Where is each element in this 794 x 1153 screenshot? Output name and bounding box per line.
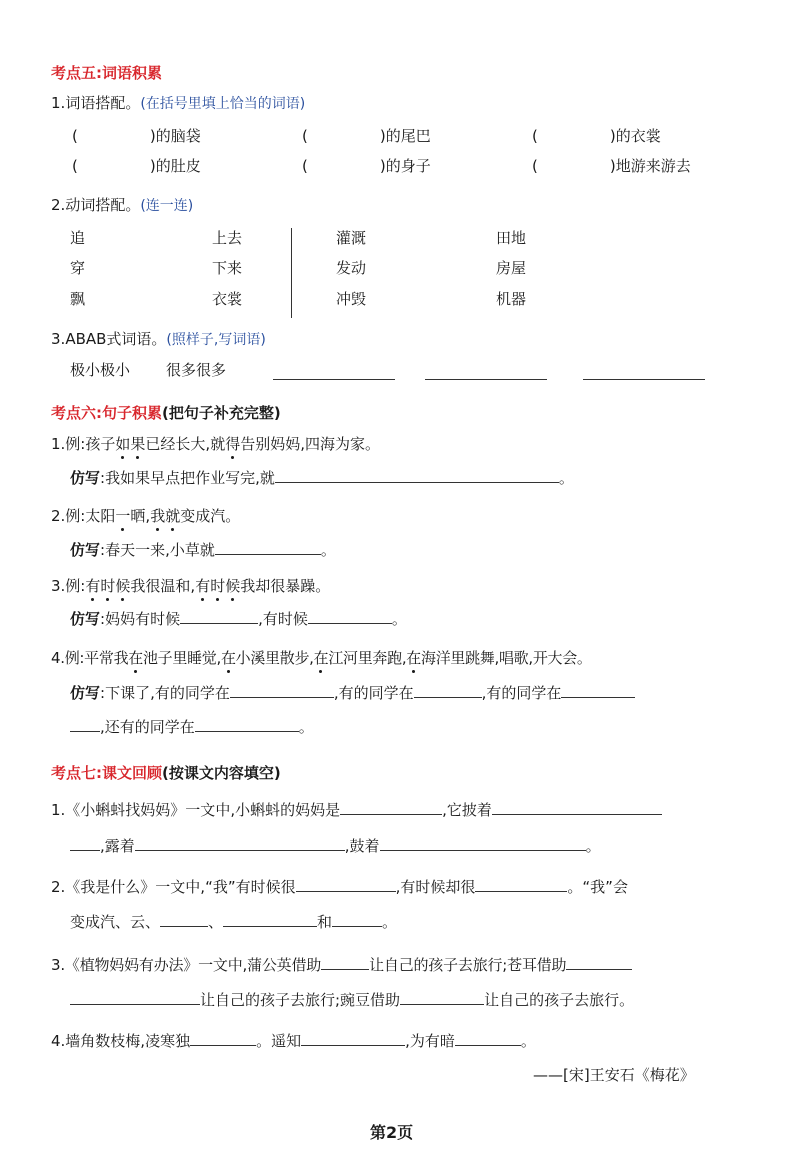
match-word[interactable]: 上去 [212,229,243,247]
answer-blank[interactable] [380,835,586,851]
answer-blank[interactable] [190,1030,256,1046]
answer-blank[interactable] [296,876,396,892]
match-word[interactable]: 冲毁 [336,290,367,308]
answer-blank[interactable] [230,682,334,698]
divider-line [291,228,292,318]
q-number: 3. [51,330,66,348]
answer-blank[interactable] [400,989,484,1005]
answer-blank[interactable] [180,608,258,624]
example-word: 很多很多 [166,361,227,379]
match-word[interactable]: 衣裳 [212,290,243,308]
s6-q3-imitate: 仿写:妈妈有时候 ,有时候 。 [70,610,407,628]
s6-q2-imitate: 仿写:春天一来,小草就 。 [70,541,336,559]
answer-blank[interactable] [561,682,635,698]
s6-q1-imitate: 仿写:我如果早点把作业写完,就 。 [70,469,574,487]
answer-blank[interactable] [566,954,632,970]
heading-note: (把句子补充完整) [162,404,281,422]
s7-q2-line1: 2.《我是什么》一文中,“我”有时候很 ,有时候却很 。“我”会 [51,878,628,896]
match-word[interactable]: 房屋 [496,259,527,277]
answer-blank[interactable] [332,911,382,927]
heading-note: (按课文内容填空) [162,764,281,782]
answer-blank[interactable] [308,608,392,624]
match-word[interactable]: 穿 [70,259,86,277]
answer-blank[interactable] [425,379,547,380]
q-number: 1. [51,94,66,112]
section-6-heading: 考点六:句子积累(把句子补充完整) [51,404,281,422]
answer-blank[interactable] [273,379,395,380]
s6-q4-imitate-line2: ,还有的同学在 。 [70,716,314,736]
match-word[interactable]: 灌溉 [336,229,367,247]
answer-blank[interactable] [135,835,345,851]
answer-blank[interactable] [195,716,299,732]
fill-item[interactable]: ( )的尾巴 [302,127,431,145]
fill-item[interactable]: ( )的身子 [302,157,431,175]
s6-q1-example: 1.例:孩子如果已经长大,就得告别妈妈,四海为家。 [51,435,380,453]
answer-blank[interactable] [492,799,662,815]
q-note: (在括号里填上恰当的词语) [140,96,306,112]
answer-blank[interactable] [414,682,482,698]
s5-q3-title [51,330,266,349]
answer-blank[interactable] [70,989,200,1005]
s7-q3-line1: 3.《植物妈妈有办法》一文中,蒲公英借助 让自己的孩子去旅行;苍耳借助 [51,954,632,974]
s5-q1-title [51,94,305,113]
answer-blank[interactable] [301,1030,405,1046]
s7-q3-line2: 让自己的孩子去旅行;豌豆借助 让自己的孩子去旅行。 [70,989,634,1009]
s7-q2-line2: 变成汽、云、 、 和 。 [70,913,398,931]
poem-source: ——[宋]王安石《梅花》 [533,1066,695,1084]
fill-item[interactable]: ( )的脑袋 [72,127,201,145]
answer-blank[interactable] [223,911,317,927]
fill-item[interactable]: ( )的肚皮 [72,157,201,175]
fill-item[interactable]: ( )地游来游去 [532,157,691,175]
s6-q3-example: 3.例:有时候我很温和,有时候我却很暴躁。 [51,577,331,595]
s7-q1-line2: ,露着 ,鼓着 。 [70,835,601,855]
section-7-heading: 考点七:课文回顾(按课文内容填空) [51,764,281,782]
answer-blank[interactable] [160,911,208,927]
match-word[interactable]: 飘 [70,290,86,308]
answer-blank[interactable] [455,1030,521,1046]
answer-blank[interactable] [475,876,567,892]
answer-blank[interactable] [70,835,100,851]
page-number: 第2页 [370,1123,414,1142]
match-word[interactable]: 下来 [212,259,243,277]
s5-q2-title [51,196,193,215]
match-word[interactable]: 田地 [496,229,527,247]
match-word[interactable]: 追 [70,229,86,247]
answer-blank[interactable] [70,716,100,732]
answer-blank[interactable] [340,799,442,815]
match-word[interactable]: 机器 [496,290,527,308]
fill-item[interactable]: ( )的衣裳 [532,127,661,145]
s6-q4-imitate: 仿写:下课了,有的同学在 ,有的同学在 ,有的同学在 [70,682,635,702]
answer-blank[interactable] [275,467,559,483]
s7-q1-line1: 1.《小蝌蚪找妈妈》一文中,小蝌蚪的妈妈是 ,它披着 [51,799,662,819]
q-title: ABAB式词语。 [65,330,167,348]
q-number: 2. [51,196,66,214]
s6-q4-example: 4.例:平常我在池子里睡觉,在小溪里散步,在江河里奔跑,在海洋里跳舞,唱歌,开大会。 [51,649,592,667]
answer-blank[interactable] [583,379,705,380]
q-note: (照样子,写词语) [166,332,266,348]
answer-blank[interactable] [321,954,369,970]
match-word[interactable]: 发动 [336,259,367,277]
q-note: (连一连) [140,198,194,214]
q-title: 词语搭配。 [65,94,141,112]
example-word: 极小极小 [70,361,131,379]
answer-blank[interactable] [215,539,321,555]
s6-q2-example: 2.例:太阳一晒,我就变成汽。 [51,507,241,525]
s7-q4-line: 4.墙角数枝梅,凌寒独 。遥知 ,为有暗 。 [51,1032,536,1050]
q-title: 动词搭配。 [65,196,141,214]
section-5-heading: 考点五:词语积累 [51,64,162,82]
